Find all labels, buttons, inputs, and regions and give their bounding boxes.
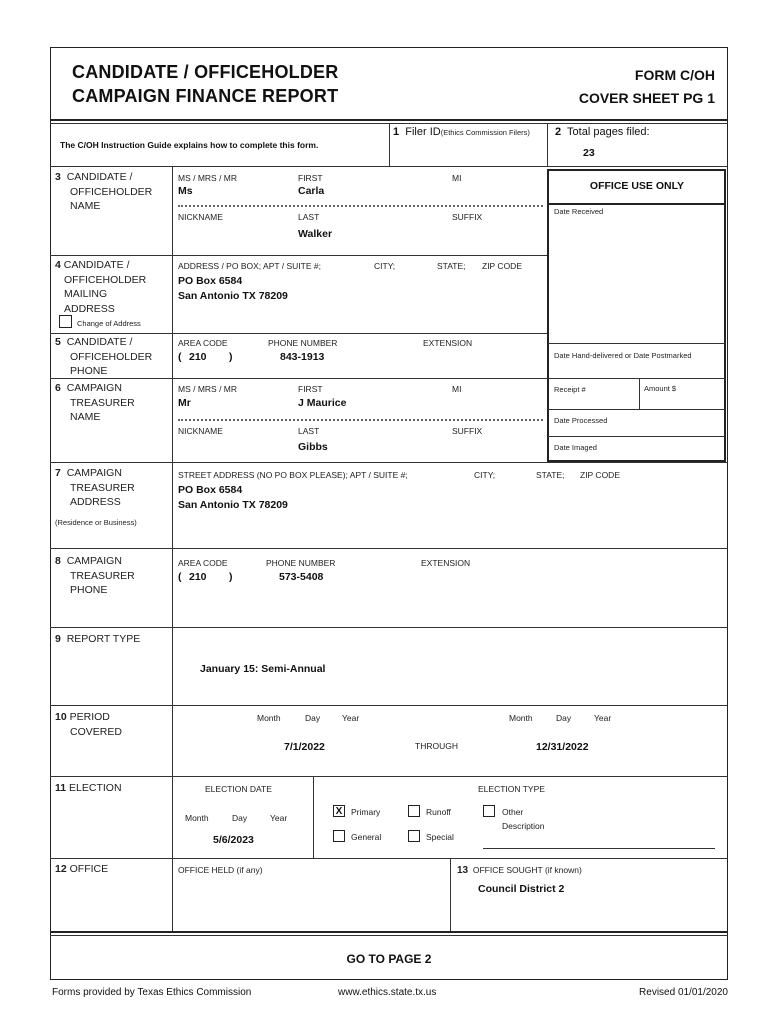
phone-number-label: PHONE NUMBER — [268, 338, 338, 348]
row-divider — [50, 333, 547, 334]
section-label-line: ADDRESS — [64, 302, 115, 315]
election-date[interactable]: 5/6/2023 — [213, 834, 254, 846]
office-divider — [548, 378, 726, 379]
footer-provider: Forms provided by Texas Ethics Commission — [52, 987, 252, 998]
section-label-line: PHONE — [70, 365, 108, 377]
treasurer-address-line1[interactable]: PO Box 6584 — [178, 484, 243, 496]
form-code: FORM C/OH — [634, 67, 715, 83]
date-processed-label: Date Processed — [554, 416, 608, 425]
treasurer-phone-section-label — [55, 554, 135, 598]
filer-id-number: 1 — [393, 126, 400, 138]
section-label-line: CANDIDATE / — [63, 259, 130, 271]
label-column-divider — [172, 166, 173, 931]
election-type-label: ELECTION TYPE — [478, 784, 545, 794]
office-sought-value[interactable]: Council District 2 — [478, 883, 565, 895]
row-divider — [50, 858, 728, 859]
office-use-title: OFFICE USE ONLY — [589, 180, 685, 192]
general-label: General — [351, 832, 382, 842]
last-name-label: LAST — [298, 426, 320, 436]
footer-revised: Revised 01/01/2020 — [639, 987, 728, 998]
period-from-year-label: Year — [342, 713, 360, 723]
description-label: Description — [502, 821, 545, 831]
period-section-label — [55, 710, 122, 739]
section-number: 5 — [55, 336, 61, 348]
candidate-first-name[interactable]: Carla — [298, 185, 325, 197]
first-name-label: FIRST — [298, 173, 323, 183]
section-number: 4 — [55, 259, 61, 271]
section-label-line: CAMPAIGN — [66, 382, 122, 394]
special-checkbox[interactable] — [408, 830, 420, 842]
change-of-address-label: Change of Address — [77, 319, 141, 328]
column-divider — [450, 858, 451, 931]
change-of-address-checkbox[interactable] — [59, 315, 72, 328]
candidate-area-code-close-paren: ) — [229, 351, 233, 363]
treasurer-area-code-close-paren: ) — [229, 571, 233, 583]
column-divider — [547, 123, 548, 166]
runoff-checkbox[interactable] — [408, 805, 420, 817]
prefix-label: MS / MRS / MR — [178, 384, 238, 394]
section-number: 8 — [55, 555, 61, 567]
section-label-line: OFFICEHOLDER — [70, 185, 153, 198]
office-sought-label-text: OFFICE SOUGHT (if known) — [472, 865, 582, 875]
state-label: STATE; — [437, 261, 466, 271]
candidate-area-code-open-paren: ( — [178, 351, 182, 363]
nickname-label: NICKNAME — [178, 212, 223, 222]
section-label-line: CANDIDATE / — [66, 171, 133, 183]
section-number: 12 — [55, 863, 67, 875]
section-number: 10 — [55, 711, 67, 723]
city-label: CITY; — [374, 261, 396, 271]
residence-note: (Residence or Business) — [55, 518, 137, 527]
office-held-value[interactable] — [178, 882, 443, 898]
section-label-line: OFFICEHOLDER — [64, 273, 147, 286]
zip-label: ZIP CODE — [580, 470, 620, 480]
mi-label: MI — [452, 173, 462, 183]
section-label-line: TREASURER — [70, 481, 135, 494]
section-label-line: MAILING — [64, 288, 108, 300]
section-label-line: OFFICEHOLDER — [70, 350, 153, 363]
other-checkbox[interactable] — [483, 805, 495, 817]
period-to-date[interactable]: 12/31/2022 — [536, 741, 589, 753]
dotted-separator — [178, 205, 543, 207]
treasurer-first-name[interactable]: J Maurice — [298, 397, 347, 409]
office-sought-label — [457, 865, 582, 876]
period-from-month-label: Month — [257, 713, 281, 723]
treasurer-prefix[interactable]: Mr — [178, 397, 191, 409]
election-date-label: ELECTION DATE — [205, 784, 272, 794]
filer-id-label — [393, 126, 530, 138]
header-divider — [50, 119, 728, 121]
first-name-label: FIRST — [298, 384, 323, 394]
section-label-line: ADDRESS — [70, 496, 121, 508]
state-label: STATE; — [536, 470, 565, 480]
election-day-label: Day — [232, 813, 248, 823]
description-line[interactable] — [483, 848, 715, 849]
prefix-label: MS / MRS / MR — [178, 173, 238, 183]
city-label: CITY; — [474, 470, 496, 480]
section-number: 3 — [55, 171, 61, 183]
footer-url[interactable]: www.ethics.state.tx.us — [338, 987, 437, 998]
office-held-label: OFFICE HELD (if any) — [178, 865, 263, 875]
period-to-month-label: Month — [509, 713, 533, 723]
candidate-last-name[interactable]: Walker — [298, 228, 333, 240]
candidate-area-code[interactable]: 210 — [189, 351, 207, 363]
nickname-label: NICKNAME — [178, 426, 223, 436]
row-divider — [50, 776, 728, 777]
total-pages-value[interactable]: 23 — [583, 147, 595, 159]
form-title-line2: CAMPAIGN FINANCE REPORT — [72, 86, 339, 106]
section-label-line: PERIOD — [69, 711, 110, 723]
area-code-label: AREA CODE — [178, 338, 228, 348]
section-label-line: PHONE — [70, 584, 108, 596]
office-section-label — [55, 862, 108, 877]
treasurer-area-code[interactable]: 210 — [189, 571, 207, 583]
date-hand-delivered-label: Date Hand-delivered or Date Postmarked — [554, 351, 692, 360]
go-to-page-2: GO TO PAGE 2 — [346, 952, 432, 966]
area-code-label: AREA CODE — [178, 558, 228, 568]
section-label-line: CAMPAIGN — [66, 467, 122, 479]
form-title-line1: CANDIDATE / OFFICEHOLDER — [72, 62, 339, 82]
dotted-separator — [178, 419, 543, 421]
address-label: ADDRESS / PO BOX; APT / SUITE #; — [178, 261, 321, 271]
section-label-line: TREASURER — [70, 396, 135, 409]
election-year-label: Year — [270, 813, 288, 823]
primary-label: Primary — [351, 807, 381, 817]
filer-id-text: Filer ID — [405, 126, 441, 138]
election-section-label — [55, 781, 122, 796]
treasurer-address-line2[interactable]: San Antonio TX 78209 — [178, 499, 288, 511]
candidate-prefix[interactable]: Ms — [178, 185, 193, 197]
section-number: 11 — [55, 782, 67, 794]
office-divider — [548, 343, 726, 344]
section-number: 13 — [457, 865, 469, 876]
office-divider — [548, 436, 726, 437]
column-divider — [313, 776, 314, 858]
section-number: 6 — [55, 382, 61, 394]
candidate-address-line2[interactable]: San Antonio TX 78209 — [178, 290, 288, 302]
row-divider — [50, 548, 728, 549]
column-divider — [389, 123, 390, 166]
row-divider — [50, 166, 728, 167]
date-received-label: Date Received — [554, 207, 604, 216]
report-type-section-label — [55, 632, 140, 647]
treasurer-address-section-label — [55, 466, 135, 510]
receipt-label: Receipt # — [554, 385, 586, 394]
through-label: THROUGH — [415, 741, 458, 751]
treasurer-name-section-label — [55, 381, 135, 425]
candidate-phone-number[interactable]: 843-1913 — [280, 351, 325, 363]
other-label: Other — [502, 807, 524, 817]
period-to-day-label: Day — [556, 713, 572, 723]
section-label-line: CAMPAIGN — [66, 555, 122, 567]
zip-label: ZIP CODE — [482, 261, 522, 271]
office-divider — [548, 409, 726, 410]
row-divider — [50, 935, 728, 936]
filer-id-note: (Ethics Commission Filers) — [440, 128, 530, 137]
runoff-label: Runoff — [426, 807, 451, 817]
section-label-line: REPORT TYPE — [66, 633, 141, 645]
section-label-line: ELECTION — [69, 782, 122, 794]
suffix-label: SUFFIX — [452, 212, 483, 222]
section-label-line: NAME — [70, 411, 101, 423]
row-divider — [50, 627, 728, 628]
row-divider — [50, 255, 547, 256]
treasurer-phone-number[interactable]: 573-5408 — [279, 571, 324, 583]
last-name-label: LAST — [298, 212, 320, 222]
office-divider — [639, 378, 640, 409]
street-address-label: STREET ADDRESS (NO PO BOX PLEASE); APT / SUITE #; — [178, 470, 408, 480]
date-imaged-label: Date Imaged — [554, 443, 597, 452]
total-pages-number: 2 — [555, 126, 562, 138]
row-divider — [50, 931, 728, 933]
row-divider — [50, 705, 728, 706]
mi-label: MI — [452, 384, 462, 394]
phone-number-label: PHONE NUMBER — [266, 558, 336, 568]
treasurer-last-name[interactable]: Gibbs — [298, 441, 328, 453]
primary-checkbox[interactable]: X — [333, 805, 345, 817]
instruction-text: The C/OH Instruction Guide explains how to complete this form. — [60, 140, 319, 150]
section-label-line: OFFICE — [69, 863, 109, 875]
treasurer-area-code-open-paren: ( — [178, 571, 182, 583]
row-divider — [50, 462, 728, 463]
period-to-year-label: Year — [594, 713, 612, 723]
office-divider — [548, 203, 726, 205]
amount-label: Amount $ — [644, 384, 677, 393]
section-number: 9 — [55, 633, 61, 645]
candidate-name-section-label — [55, 170, 152, 214]
special-label: Special — [426, 832, 454, 842]
period-from-day-label: Day — [305, 713, 321, 723]
candidate-phone-section-label — [55, 335, 152, 379]
extension-label: EXTENSION — [423, 338, 473, 348]
section-label-line: TREASURER — [70, 569, 135, 582]
election-month-label: Month — [185, 813, 209, 823]
report-type-value[interactable]: January 15: Semi-Annual — [200, 663, 326, 675]
section-label-line: COVERED — [70, 725, 122, 738]
total-pages-label — [555, 126, 650, 138]
section-label-line: CANDIDATE / — [66, 336, 133, 348]
suffix-label: SUFFIX — [452, 426, 483, 436]
filer-id-input[interactable] — [400, 146, 540, 162]
section-number: 7 — [55, 467, 61, 479]
section-label-line: NAME — [70, 200, 101, 212]
period-from-date[interactable]: 7/1/2022 — [284, 741, 325, 753]
total-pages-text: Total pages filed: — [567, 126, 650, 138]
general-checkbox[interactable] — [333, 830, 345, 842]
candidate-address-section-label — [55, 258, 146, 316]
sheet-label: COVER SHEET PG 1 — [578, 90, 715, 106]
extension-label: EXTENSION — [421, 558, 471, 568]
candidate-address-line1[interactable]: PO Box 6584 — [178, 275, 243, 287]
